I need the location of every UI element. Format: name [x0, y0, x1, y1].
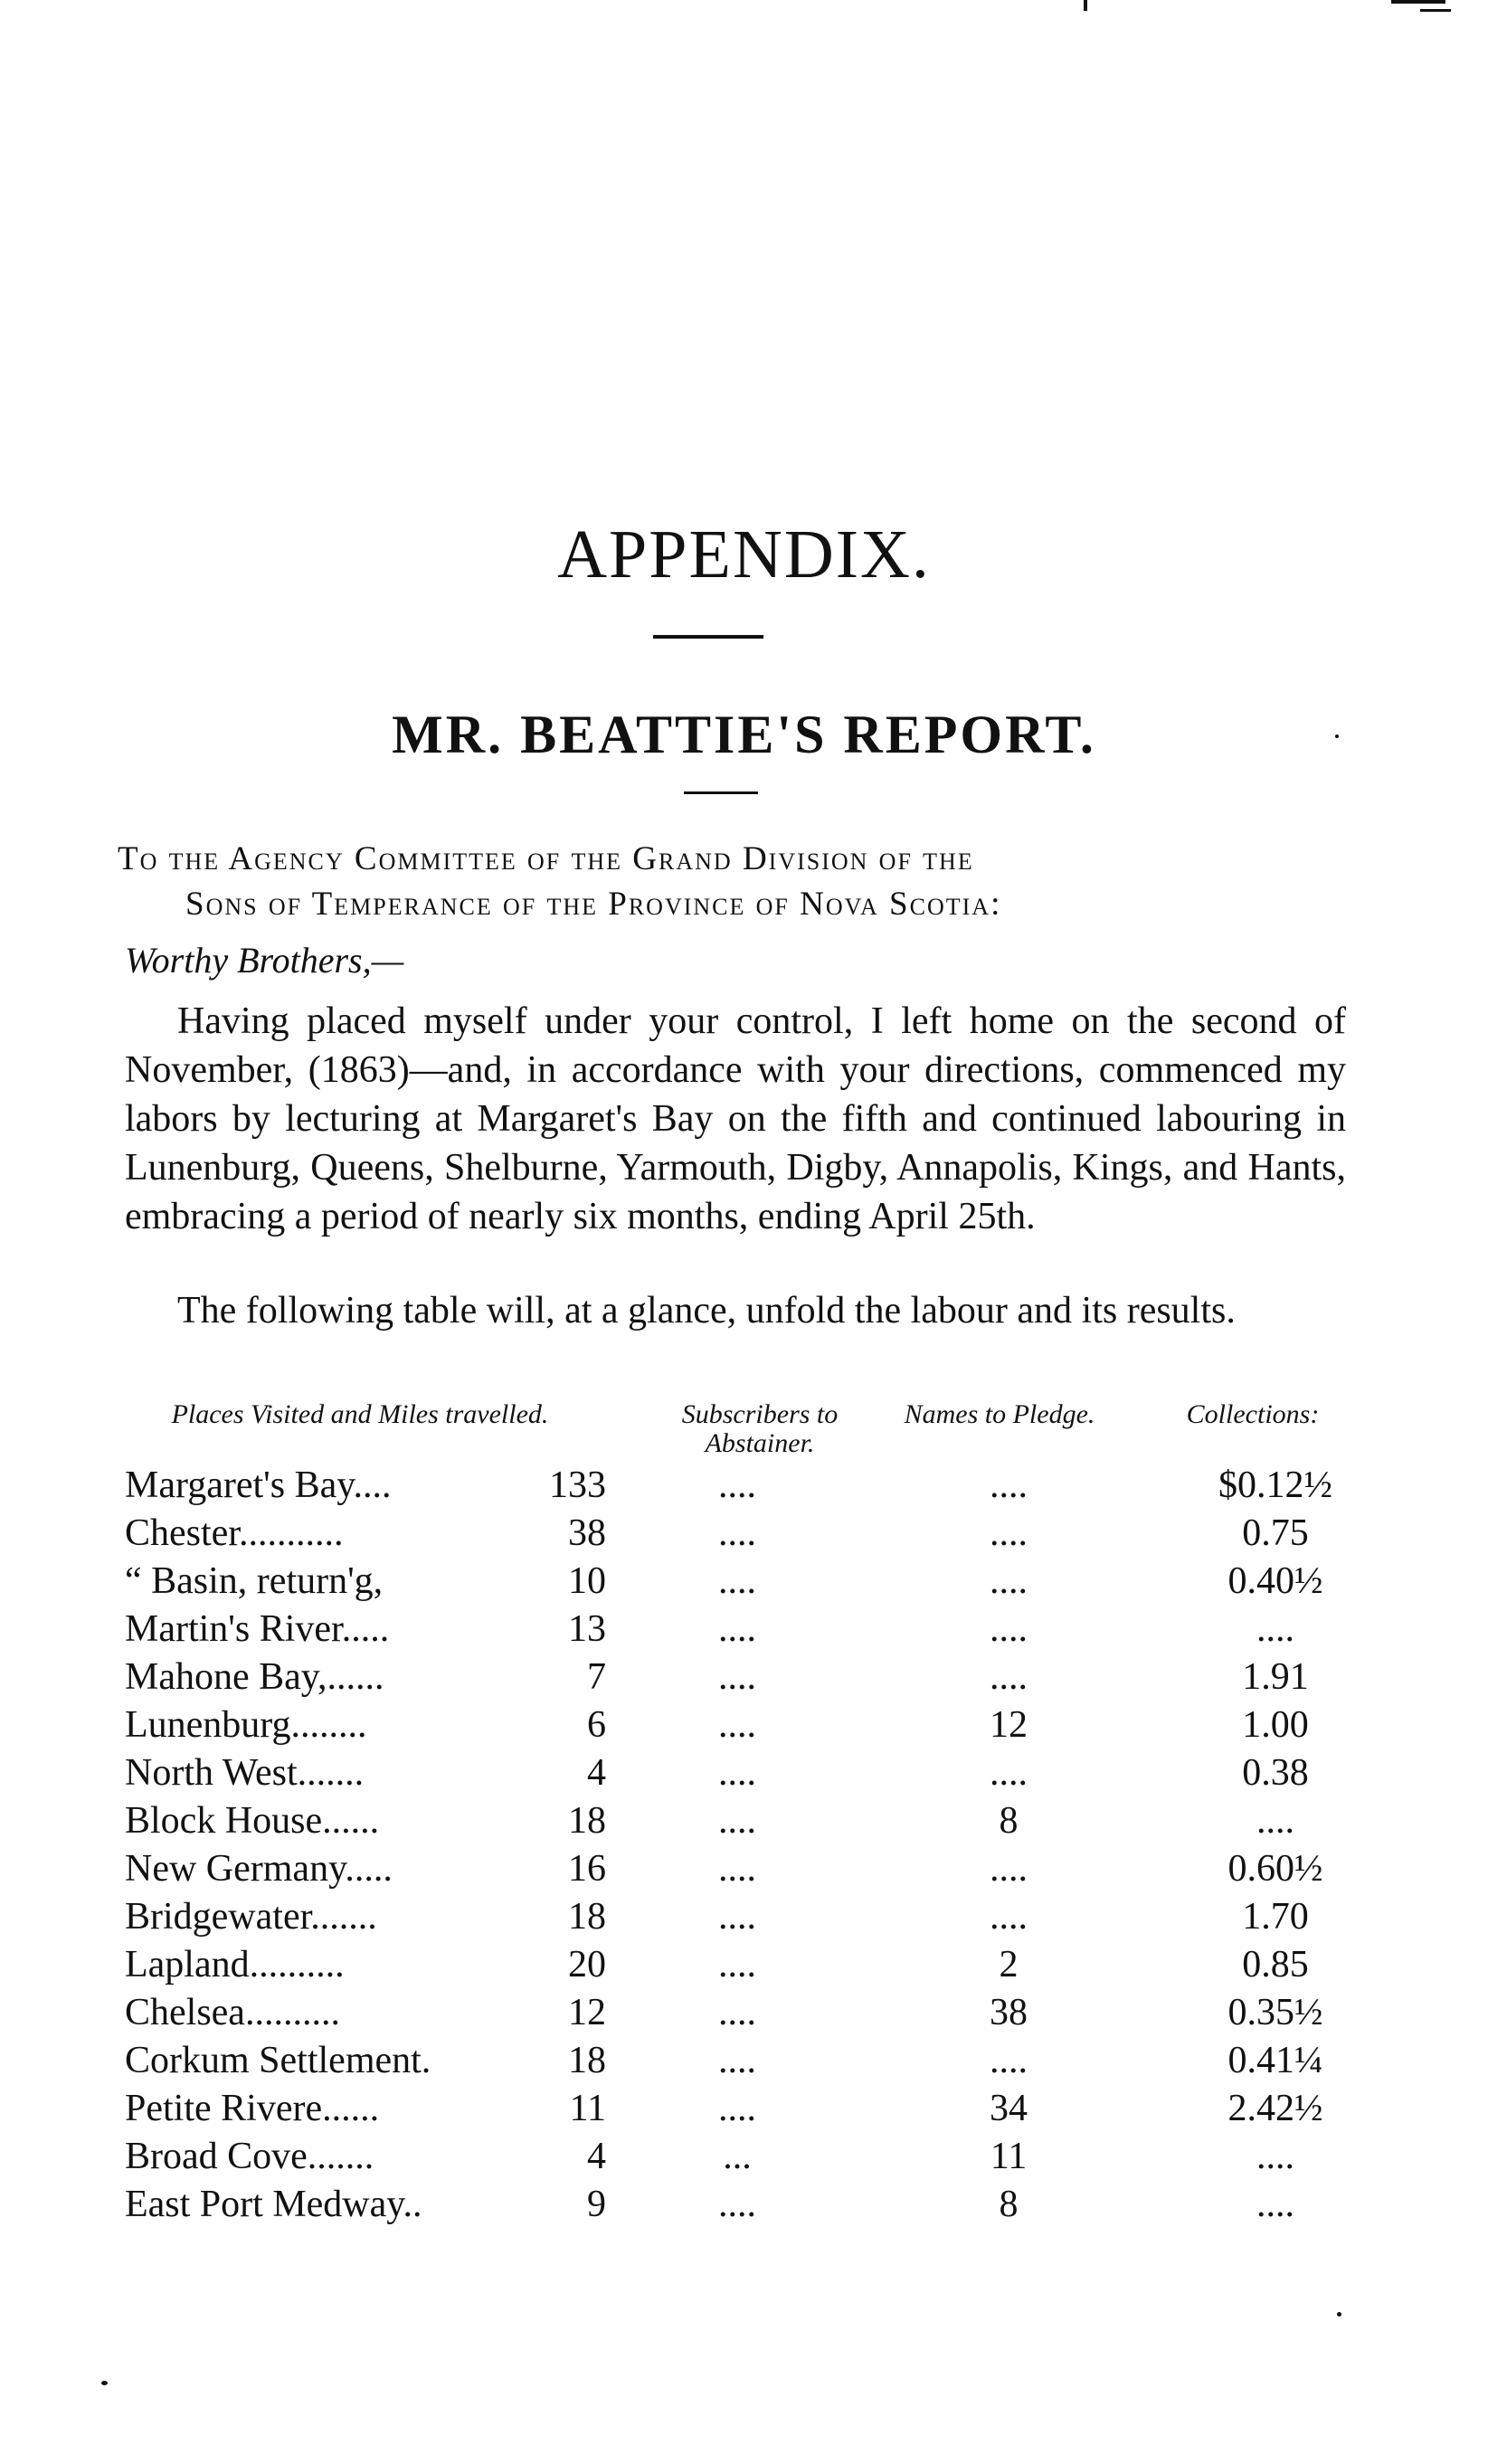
- collections-value: 0.75: [1242, 1512, 1309, 1554]
- place-name: East Port Medway..: [125, 2184, 422, 2225]
- subscribers-value: ....: [718, 1464, 756, 1506]
- table-row: [0, 1991, 1488, 2039]
- names-value: ....: [990, 1656, 1028, 1698]
- collections-value: 1.70: [1242, 1896, 1309, 1938]
- subscribers-value: ....: [718, 1896, 756, 1938]
- table-row: [0, 1655, 1488, 1703]
- place-name: New Germany.....: [125, 1848, 393, 1890]
- table-row: [0, 1943, 1488, 1991]
- miles-value: 13: [568, 1608, 606, 1650]
- table-row: [0, 2135, 1488, 2183]
- collections-value: 0.41¼: [1227, 2040, 1323, 2081]
- print-speck: [1337, 2312, 1341, 2317]
- column-header-places: Places Visited and Miles travelled.: [171, 1399, 549, 1429]
- place-name: Petite Rivere......: [125, 2088, 380, 2129]
- subscribers-value: ....: [718, 1512, 756, 1554]
- table-row: [0, 1464, 1488, 1512]
- print-mark: [1420, 9, 1451, 12]
- collections-value: ....: [1256, 2184, 1294, 2225]
- miles-value: 9: [587, 2184, 606, 2225]
- place-name: Martin's River.....: [125, 1608, 390, 1650]
- subscribers-value: ....: [718, 1656, 756, 1698]
- table-row: [0, 2039, 1488, 2087]
- collections-value: 2.42½: [1227, 2088, 1323, 2129]
- address-line-1: To the Agency Committee of the Grand Division of the: [118, 840, 974, 877]
- names-value: 2: [999, 1944, 1019, 1985]
- place-name: Lunenburg........: [125, 1704, 367, 1746]
- column-header-subscribers: Subscribers to Abstainer.: [681, 1399, 839, 1458]
- table-row: [0, 1559, 1488, 1607]
- subscribers-value: ....: [718, 1848, 756, 1890]
- collections-value: ....: [1256, 1800, 1294, 1842]
- names-value: 38: [990, 1992, 1028, 2033]
- salutation: Worthy Brothers,—: [125, 940, 404, 981]
- subscribers-value: ....: [718, 1944, 756, 1985]
- collections-value: 0.85: [1242, 1944, 1309, 1985]
- table-row: [0, 2087, 1488, 2135]
- place-name: Broad Cove.......: [125, 2136, 374, 2177]
- address-line-2: Sons of Temperance of the Province of Nova Scotia:: [185, 886, 1002, 923]
- paragraph: The following table will, at a glance, unfold the labour and its results.: [177, 1290, 1236, 1332]
- subscribers-value: ....: [718, 1704, 756, 1746]
- miles-value: 4: [587, 1752, 606, 1794]
- names-value: ....: [990, 1848, 1028, 1890]
- miles-value: 18: [568, 2040, 606, 2081]
- collections-value: 0.60½: [1227, 1848, 1323, 1890]
- place-name: Lapland..........: [125, 1944, 345, 1985]
- subscribers-value: ....: [718, 2040, 756, 2081]
- table-row: [0, 1847, 1488, 1895]
- collections-value: ....: [1256, 2136, 1294, 2177]
- place-name: Block House......: [125, 1800, 380, 1842]
- subscribers-value: ....: [718, 1752, 756, 1794]
- names-value: ....: [990, 2040, 1028, 2081]
- place-name: Mahone Bay,......: [125, 1656, 384, 1698]
- place-name: “ Basin, return'g,: [125, 1560, 384, 1602]
- names-value: ....: [990, 1464, 1028, 1506]
- names-value: ....: [990, 1512, 1028, 1554]
- collections-value: 0.40½: [1227, 1560, 1323, 1602]
- subscribers-value: ....: [718, 1560, 756, 1602]
- table-row: [0, 1607, 1488, 1655]
- names-value: ....: [990, 1560, 1028, 1602]
- print-mark: [1084, 0, 1087, 11]
- place-name: Chester...........: [125, 1512, 344, 1554]
- names-value: 8: [999, 1800, 1019, 1842]
- miles-value: 38: [568, 1512, 606, 1554]
- miles-value: 20: [568, 1944, 606, 1985]
- miles-value: 4: [587, 2136, 606, 2177]
- miles-value: 6: [587, 1704, 606, 1746]
- report-title: MR. BEATTIE'S REPORT.: [392, 705, 1096, 764]
- appendix-title: APPENDIX.: [557, 516, 931, 592]
- place-name: Chelsea..........: [125, 1992, 340, 2033]
- subscribers-value: ....: [718, 2088, 756, 2129]
- collections-value: ....: [1256, 1608, 1294, 1650]
- names-value: 34: [990, 2088, 1028, 2129]
- table-row: [0, 1512, 1488, 1559]
- place-name: North West.......: [125, 1752, 365, 1794]
- collections-value: 0.38: [1242, 1752, 1309, 1794]
- title-rule: [653, 635, 763, 639]
- paragraph: Having placed myself under your control, I left home on the second of November, (1863)—and, in accordance with your directions, commenced my labors by lecturing at Margaret's Bay on the fifth and continued labouring in Lunenburg, Queens, Shelburne, Yarmouth, Digby, Annapolis, Kings, and Hants, embracing a period of nearly six months, ending April 25th.: [125, 1000, 1346, 1237]
- miles-value: 18: [568, 1896, 606, 1938]
- names-value: ....: [990, 1608, 1028, 1650]
- subscribers-value: ....: [718, 2184, 756, 2225]
- collections-value: 1.91: [1242, 1656, 1309, 1698]
- miles-value: 11: [569, 2088, 606, 2129]
- names-value: ....: [990, 1896, 1028, 1938]
- place-name: Bridgewater.......: [125, 1896, 377, 1938]
- collections-value: $0.12½: [1218, 1464, 1332, 1506]
- table-row: [0, 1895, 1488, 1943]
- column-header-collections: Collections:: [1186, 1399, 1320, 1429]
- print-mark: [1391, 0, 1445, 4]
- miles-value: 18: [568, 1800, 606, 1842]
- table-row: [0, 1799, 1488, 1847]
- subscribers-value: ....: [718, 1608, 756, 1650]
- table-row: [0, 1703, 1488, 1751]
- column-header-names: Names to Pledge.: [904, 1399, 1095, 1429]
- names-value: ....: [990, 1752, 1028, 1794]
- print-speck: [1335, 734, 1339, 738]
- report-rule: [684, 791, 758, 794]
- miles-value: 7: [587, 1656, 606, 1698]
- names-value: 12: [990, 1704, 1028, 1746]
- miles-value: 12: [568, 1992, 606, 2033]
- table-row: [0, 1751, 1488, 1799]
- miles-value: 10: [568, 1560, 606, 1602]
- collections-value: 0.35½: [1227, 1992, 1323, 2033]
- place-name: Margaret's Bay....: [125, 1464, 392, 1506]
- subscribers-value: ....: [718, 1800, 756, 1842]
- miles-value: 16: [568, 1848, 606, 1890]
- print-speck: [101, 2381, 108, 2385]
- names-value: 8: [999, 2184, 1019, 2225]
- names-value: 11: [990, 2136, 1028, 2177]
- subscribers-value: ....: [718, 1992, 756, 2033]
- table-row: [0, 2183, 1488, 2231]
- subscribers-value: ...: [723, 2136, 752, 2177]
- collections-value: 1.00: [1242, 1704, 1309, 1746]
- miles-value: 133: [549, 1464, 606, 1506]
- place-name: Corkum Settlement.: [125, 2040, 431, 2081]
